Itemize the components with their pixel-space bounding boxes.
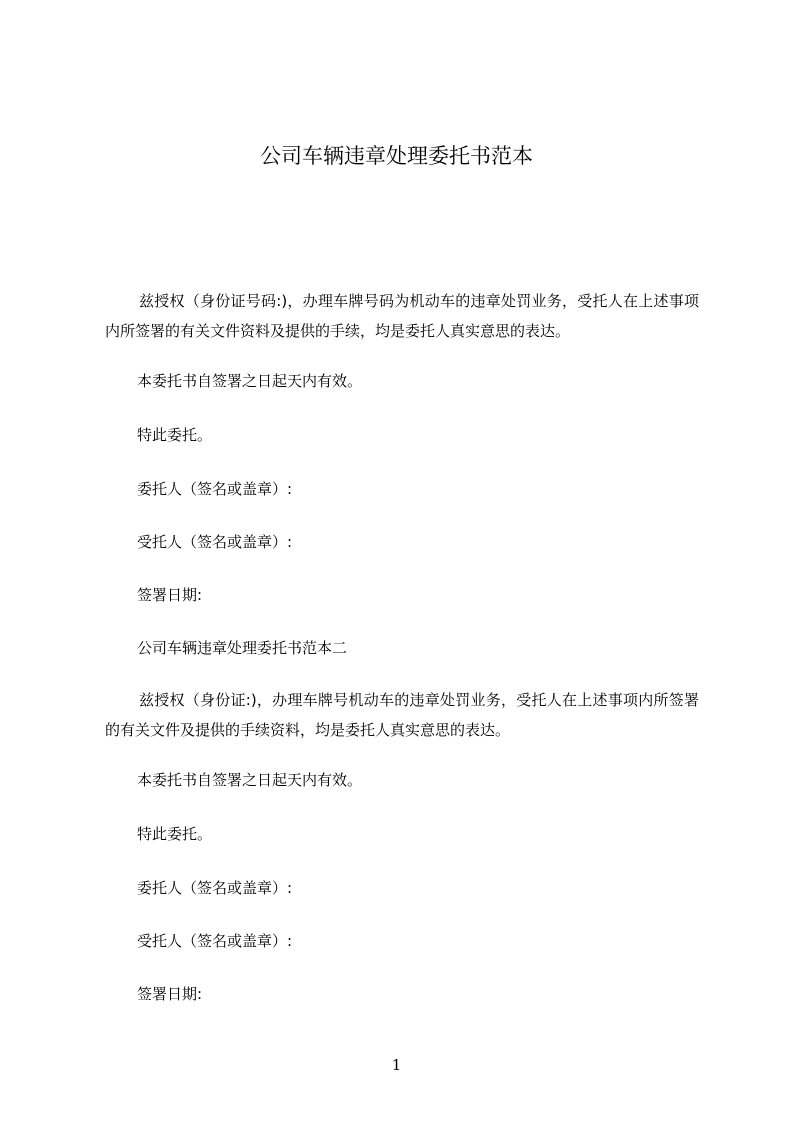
agent-signature-label-2: 受托人（签名或盖章）: bbox=[137, 932, 293, 950]
sign-date-label-2: 签署日期: bbox=[137, 985, 203, 1003]
sign-date-label: 签署日期: bbox=[137, 586, 203, 604]
page-number: 1 bbox=[391, 1056, 402, 1074]
closing-text-2: 特此委托。 bbox=[137, 825, 213, 843]
document-title: 公司车辆违章处理委托书范本 bbox=[260, 144, 533, 168]
agent-signature-label: 受托人（签名或盖章）: bbox=[137, 533, 293, 551]
authorization-paragraph-2 bbox=[105, 685, 699, 745]
section2-heading: 公司车辆违章处理委托书范本二 bbox=[137, 639, 348, 657]
authorization-paragraph bbox=[105, 286, 699, 346]
validity-text-2: 本委托书自签署之日起天内有效。 bbox=[137, 771, 363, 789]
authorization-text-2: 兹授权（身份证:)，办理车牌号机动车的违章处罚业务，受托人在上述事项内所签署的有关文件及提供的手续资料，均是委托人真实意思的表达。 bbox=[105, 691, 699, 739]
closing-text: 特此委托。 bbox=[137, 426, 213, 444]
principal-signature-label: 委托人（签名或盖章）: bbox=[137, 480, 293, 498]
validity-text: 本委托书自签署之日起天内有效。 bbox=[137, 372, 363, 390]
principal-signature-label-2: 委托人（签名或盖章）: bbox=[137, 879, 293, 897]
authorization-text: 兹授权（身份证号码:)，办理车牌号码为机动车的违章处罚业务，受托人在上述事项内所签署的有关文件资料及提供的手续，均是委托人真实意思的表达。 bbox=[105, 292, 699, 340]
